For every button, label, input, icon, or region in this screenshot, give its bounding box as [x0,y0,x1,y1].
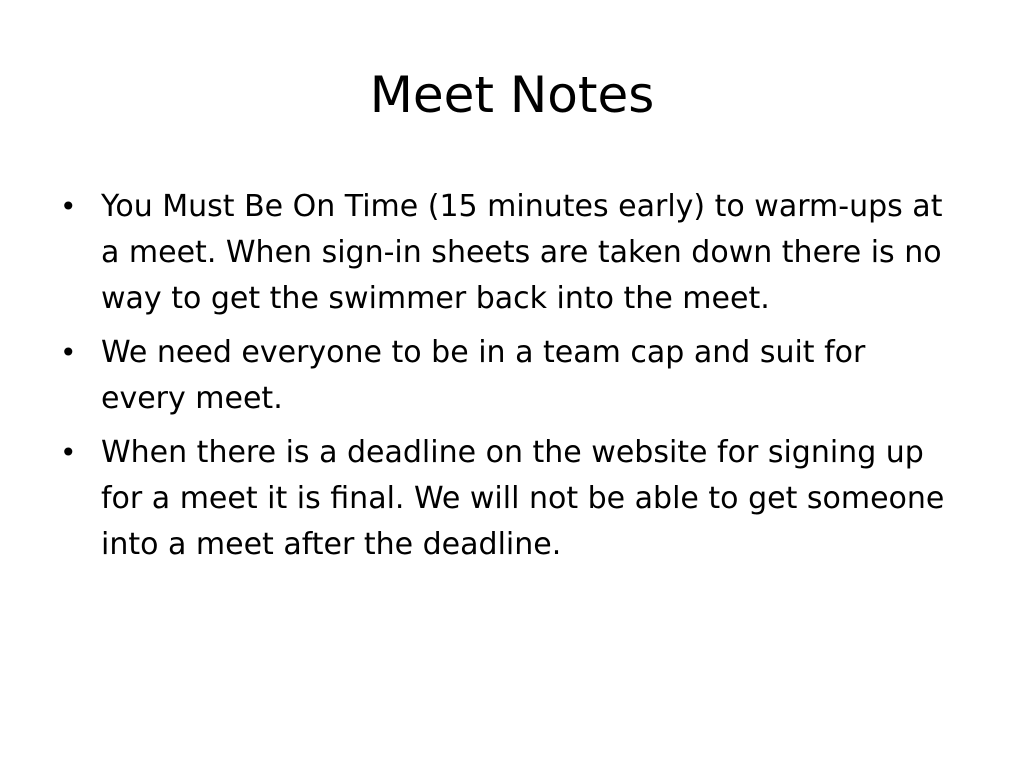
bullet-text: You Must Be On Time (15 minutes early) to warm-ups at a meet. When sign-in sheets are taken down there is no way to get the swimmer back into the meet. [101,189,943,316]
bullet-dot-icon: • [60,336,77,369]
bullet-list [56,184,956,576]
bullet-dot-icon: • [60,190,77,223]
bullet-item [56,330,956,422]
bullet-item [56,184,956,322]
bullet-item [56,430,956,568]
bullet-text: We need everyone to be in a team cap and suit for every meet. [101,335,866,416]
bullet-dot-icon: • [60,436,77,469]
slide-title: Meet Notes [369,66,655,124]
bullet-text: When there is a deadline on the website for signing up for a meet it is final. We will not be able to get someone into a meet after the deadline. [101,435,945,562]
